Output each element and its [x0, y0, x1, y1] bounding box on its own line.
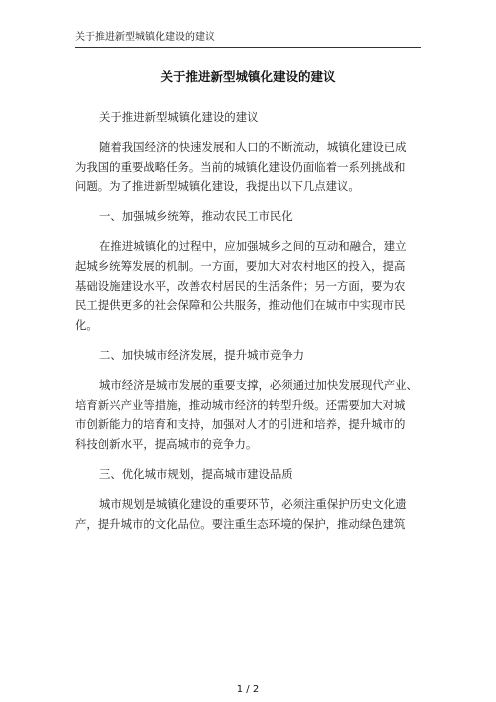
text-line: 城市经济是城市发展的重要支撑，必须通过加快发展现代产业、: [99, 378, 418, 393]
text-line: 关于推进新型城镇化建设的建议: [99, 110, 259, 124]
text-line: 培育新兴产业等措施，推动城市经济的转型升级。还需要加大对城: [75, 397, 406, 412]
text-line: 在推进城镇化的过程中，应加强城乡之间的互动和融合，建立: [99, 239, 407, 254]
text-line: 化。: [75, 317, 98, 332]
text-line: 民工提供更多的社会保障和公共服务，推动他们在城市中实现市民: [75, 298, 406, 313]
document-body: [75, 108, 421, 545]
header-divider: [75, 47, 421, 48]
running-header-title: 关于推进新型城镇化建设的建议: [75, 32, 215, 43]
paragraph: [75, 346, 421, 366]
text-line: 问题。为了推进新型城镇化建设，我提出以下几点建议。: [75, 179, 360, 194]
document-title: 关于推进新型城镇化建设的建议: [160, 69, 336, 84]
text-line: 二、加快城市经济发展，提升城市竞争力: [99, 347, 305, 362]
paragraph: [75, 108, 421, 128]
text-line: 随着我国经济的快速发展和人口的不断流动，城镇化建设已成: [99, 140, 407, 155]
paragraph: [75, 138, 421, 197]
paragraph: [75, 207, 421, 227]
text-line: 三、优化城市规划，提高城市建设品质: [99, 466, 293, 481]
text-line: 城市规划是城镇化建设的重要环节，必须注重保护历史文化遗: [99, 497, 407, 511]
paragraph: [75, 465, 421, 485]
paragraph: [75, 237, 421, 335]
text-line: 市创新能力的培育和支持，加强对人才的引进和培养，提升城市的: [75, 417, 406, 432]
page-number: 1 / 2: [236, 684, 260, 695]
text-line: 基础设施建设水平，改善农村居民的生活条件；另一方面，要为农: [75, 278, 406, 293]
paragraph: [75, 495, 421, 534]
paragraph: [75, 376, 421, 454]
text-line: 为我国的重要战略任务。当前的城镇化建设仍面临着一系列挑战和: [75, 159, 406, 174]
text-line: 一、加强城乡统筹，推动农民工市民化: [99, 209, 293, 224]
text-line: 科技创新水平，提高城市的竞争力。: [75, 436, 258, 451]
text-line: 起城乡统筹发展的机制。一方面，要加大对农村地区的投入，提高: [75, 259, 406, 274]
text-line: 产，提升城市的文化品位。要注重生态环境的保护，推动绿色建筑: [75, 516, 406, 531]
